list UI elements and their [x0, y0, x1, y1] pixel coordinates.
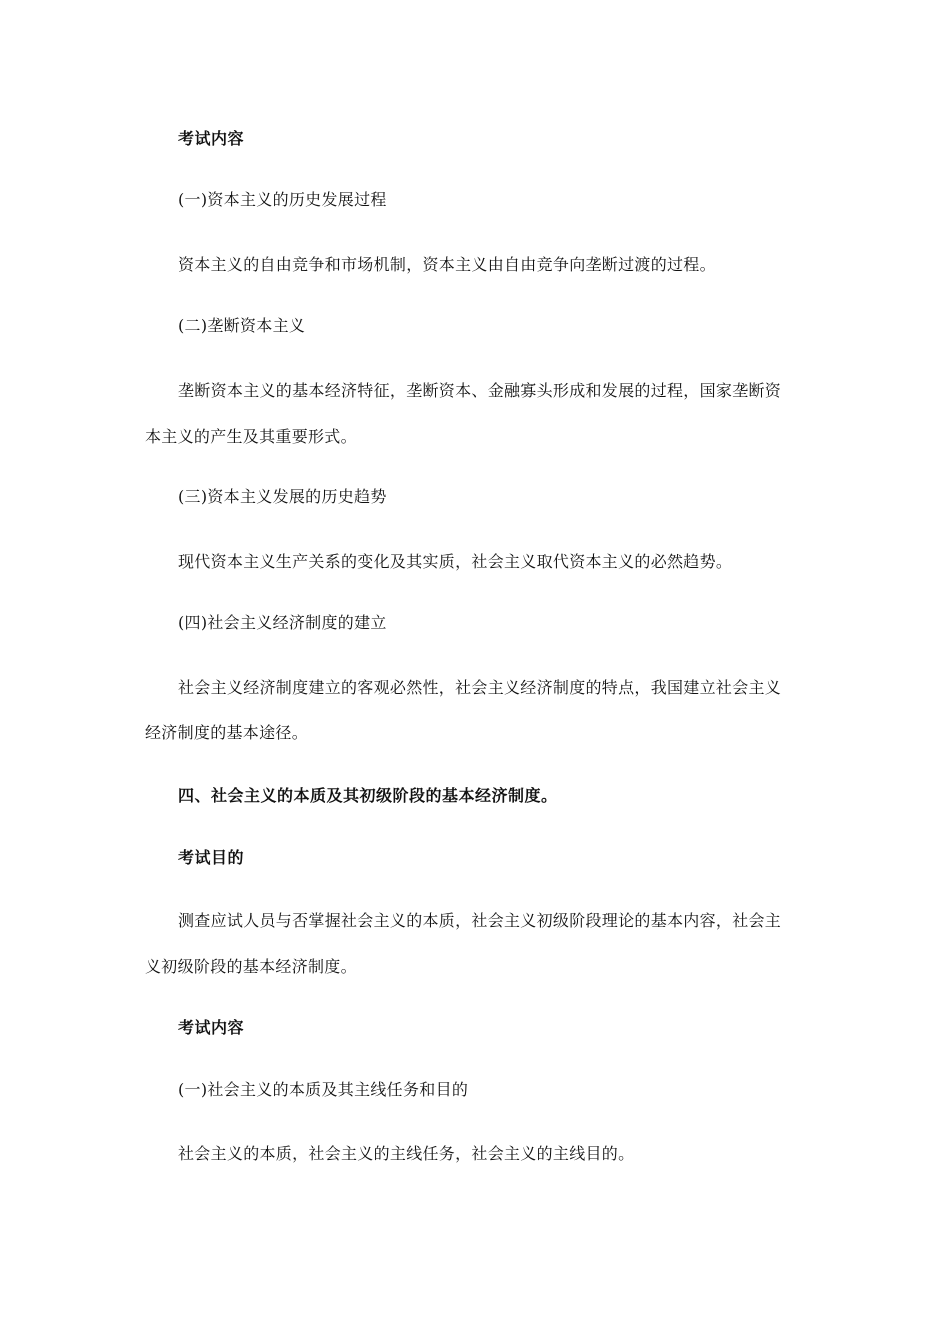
paragraph-socialist-system-line2: 经济制度的基本途径。 — [145, 723, 309, 742]
paragraph-monopoly-features-line1: 垄断资本主义的基本经济特征，垄断资本、金融寡头形成和发展的过程，国家垄断资 — [178, 381, 782, 400]
paragraph-free-competition: 资本主义的自由竞争和市场机制，资本主义由自由竞争向垄断过渡的过程。 — [178, 255, 716, 274]
section-heading-four: 四、社会主义的本质及其初级阶段的基本经济制度。 — [178, 786, 558, 805]
paragraph-socialism-essence: 社会主义的本质，社会主义的主线任务，社会主义的主线目的。 — [178, 1144, 635, 1163]
section-heading-exam-purpose: 考试目的 — [178, 848, 245, 867]
subheading-monopoly-capitalism: (二)垄断资本主义 — [178, 316, 306, 335]
paragraph-socialist-system-line1: 社会主义经济制度建立的客观必然性，社会主义经济制度的特点，我国建立社会主义 — [178, 678, 782, 697]
subheading-capitalism-trend: (三)资本主义发展的历史趋势 — [178, 487, 387, 506]
paragraph-monopoly-features-line2: 本主义的产生及其重要形式。 — [145, 427, 357, 446]
subheading-socialism-essence: (一)社会主义的本质及其主线任务和目的 — [178, 1080, 469, 1099]
section-heading-exam-content: 考试内容 — [178, 129, 245, 148]
section-heading-exam-content-2: 考试内容 — [178, 1018, 245, 1037]
subheading-socialist-system: (四)社会主义经济制度的建立 — [178, 613, 387, 632]
paragraph-exam-purpose-line2: 义初级阶段的基本经济制度。 — [145, 957, 357, 976]
paragraph-exam-purpose-line1: 测查应试人员与否掌握社会主义的本质，社会主义初级阶段理论的基本内容，社会主 — [178, 911, 782, 930]
subheading-capitalism-history: (一)资本主义的历史发展过程 — [178, 190, 387, 209]
paragraph-modern-capitalism: 现代资本主义生产关系的变化及其实质，社会主义取代资本主义的必然趋势。 — [178, 552, 733, 571]
